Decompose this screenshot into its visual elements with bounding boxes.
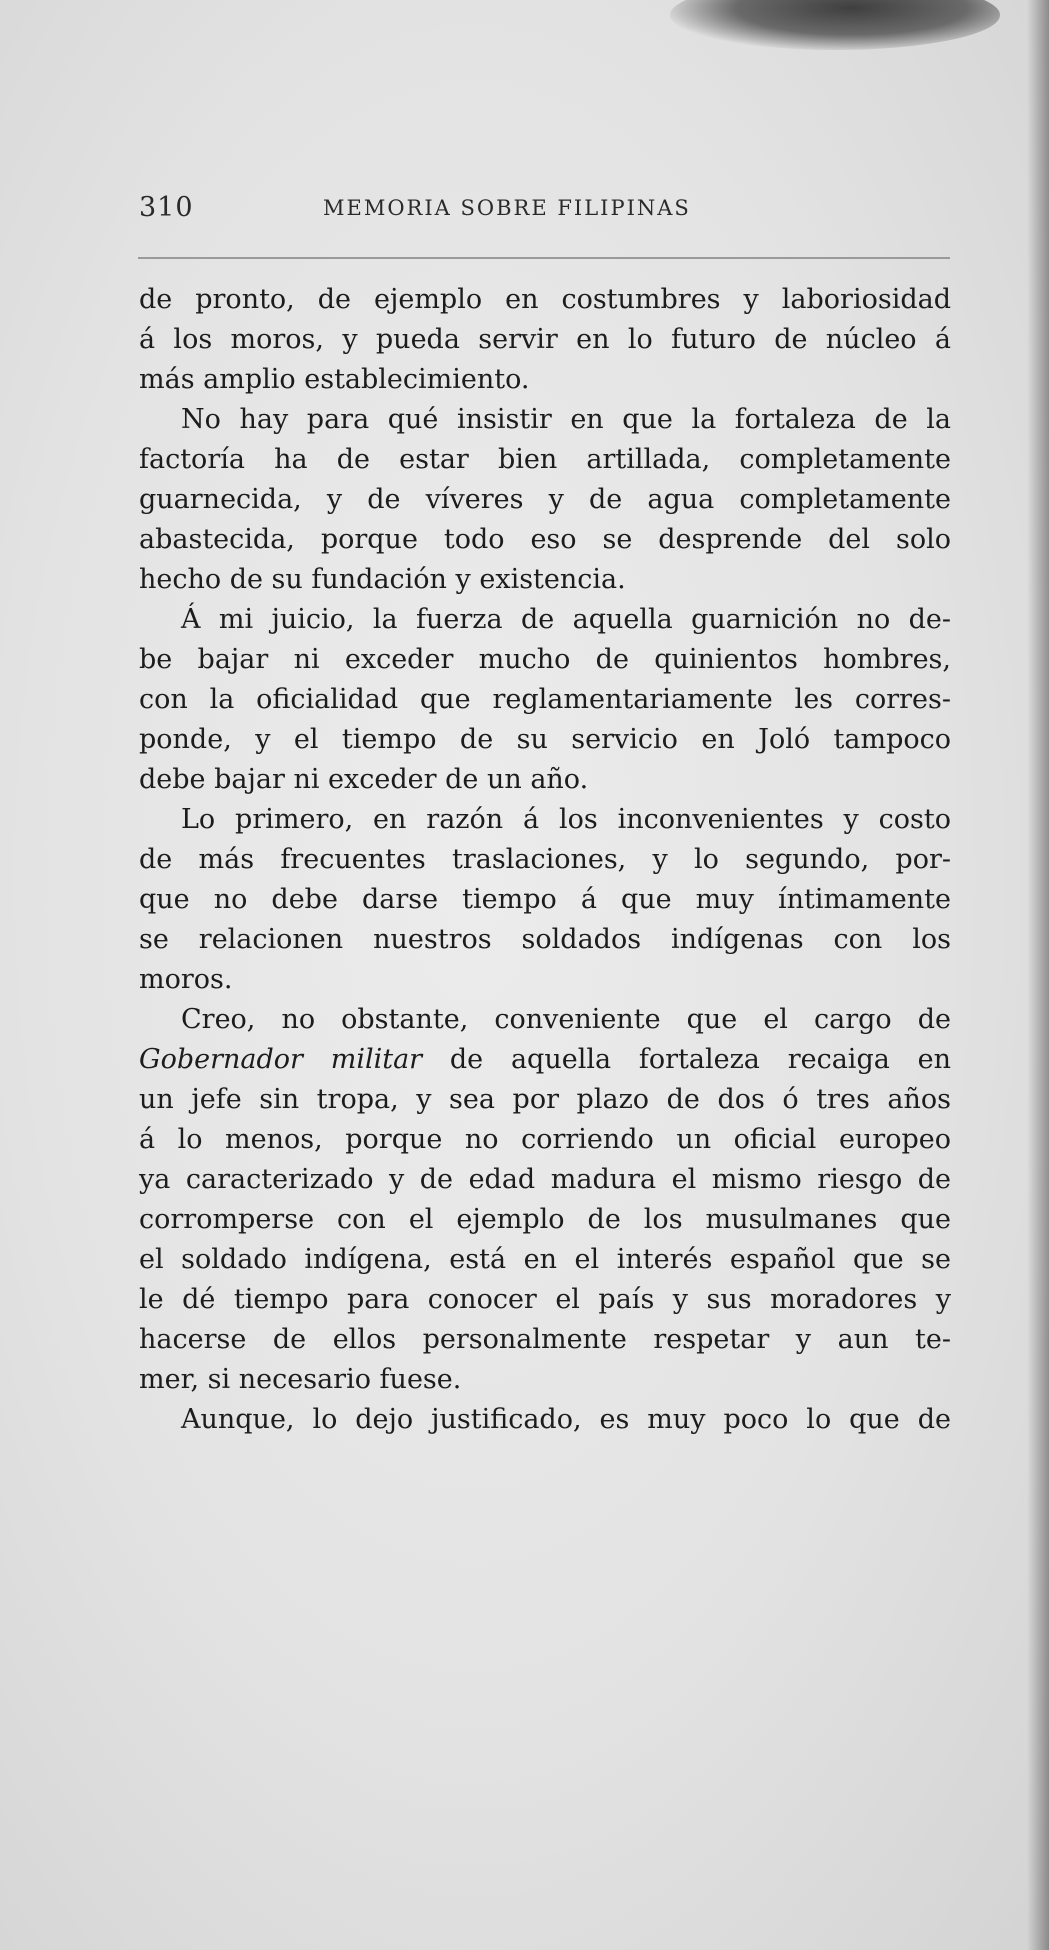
text-span: de aquella fortaleza recaiga en — [422, 1044, 951, 1075]
text-line-with-italic — [139, 1040, 951, 1080]
text-line: de pronto, de ejemplo en costumbres y laboriosidad — [139, 284, 951, 315]
text-line: be bajar ni exceder mucho de quinientos hombres, — [139, 644, 951, 675]
text-line: más amplio establecimiento. — [139, 364, 530, 395]
text-line: Lo primero, en razón á los inconvenientes y costo — [181, 804, 951, 835]
header-rule — [138, 257, 950, 259]
text-line: el soldado indígena, está en el interés español que se — [139, 1244, 951, 1275]
text-line: No hay para qué insistir en que la fortaleza de la — [181, 404, 951, 435]
text-line: un jefe sin tropa, y sea por plazo de dos ó tres años — [139, 1084, 951, 1115]
text-line: ya caracterizado y de edad madura el mismo riesgo de — [139, 1164, 951, 1195]
text-line: guarnecida, y de víveres y de agua completamente — [139, 484, 951, 515]
italic-phrase: Gobernador militar — [139, 1044, 423, 1075]
text-line: Aunque, lo dejo justificado, es muy poco lo que de — [181, 1404, 951, 1435]
text-line: Creo, no obstante, conveniente que el cargo de — [181, 1004, 951, 1035]
page-number: 310 — [139, 192, 194, 223]
text-line: mer, si necesario fuese. — [139, 1364, 462, 1395]
page-header — [139, 192, 949, 232]
text-line: Á mi juicio, la fuerza de aquella guarnición no de- — [181, 604, 951, 635]
text-line: debe bajar ni exceder de un año. — [139, 764, 589, 795]
running-title: MEMORIA SOBRE FILIPINAS — [323, 196, 691, 220]
text-line: moros. — [139, 964, 233, 995]
text-line: le dé tiempo para conocer el país y sus moradores y — [139, 1284, 951, 1315]
page-edge-shadow — [1027, 0, 1049, 1950]
body-text — [139, 280, 951, 1440]
text-line: abastecida, porque todo eso se desprende del solo — [139, 524, 951, 555]
text-line: hacerse de ellos personalmente respetar y aun te- — [139, 1324, 951, 1355]
text-line: de más frecuentes traslaciones, y lo segundo, por- — [139, 844, 951, 875]
text-line: con la oficialidad que reglamentariamente les corres- — [139, 684, 951, 715]
text-line: á los moros, y pueda servir en lo futuro de núcleo á — [139, 324, 951, 355]
text-line: corromperse con el ejemplo de los musulmanes que — [139, 1204, 951, 1235]
text-line: á lo menos, porque no corriendo un oficial europeo — [139, 1124, 951, 1155]
text-line: hecho de su fundación y existencia. — [139, 564, 626, 595]
text-line: ponde, y el tiempo de su servicio en Joló tampoco — [139, 724, 951, 755]
ink-stain — [670, 0, 1000, 50]
text-line: factoría ha de estar bien artillada, completamente — [139, 444, 951, 475]
text-line: se relacionen nuestros soldados indígenas con los — [139, 924, 951, 955]
text-line: que no debe darse tiempo á que muy íntimamente — [139, 884, 951, 915]
